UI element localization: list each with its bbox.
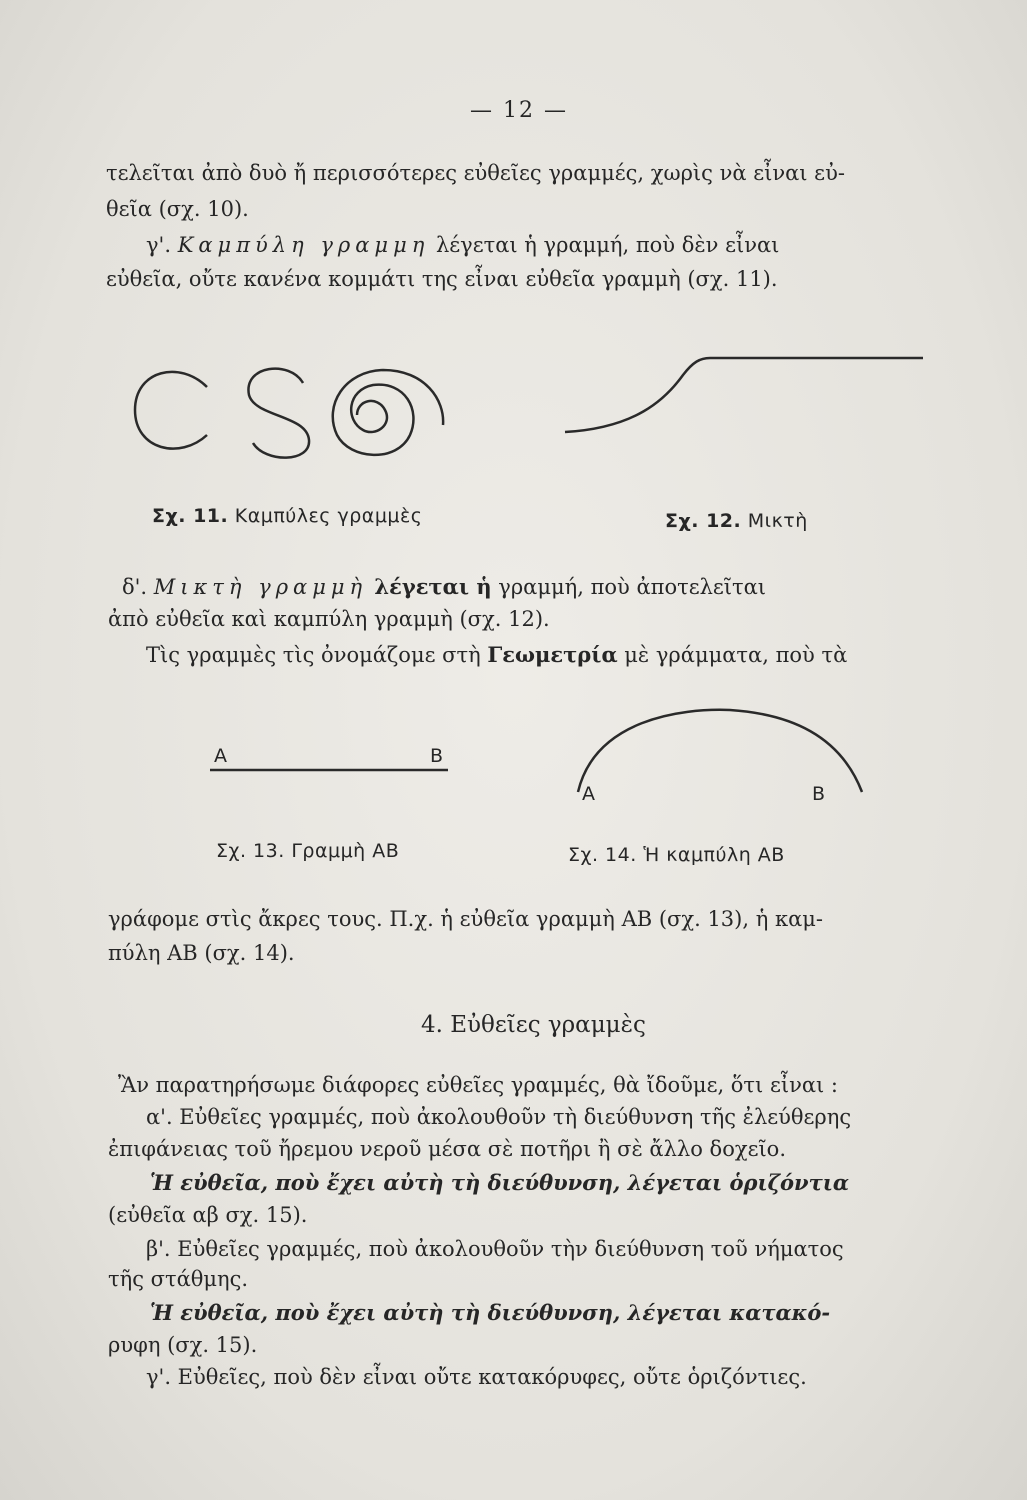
paragraph-line: Τὶς γραμμὲς τὶς ὀνομάζομε στὴ Γεωμετρία μὲ γράμματα, ποὺ τὰ	[146, 642, 848, 667]
paragraph-line: πύλη ΑΒ (σχ. 14).	[108, 941, 295, 965]
fig13-straight-line	[210, 768, 450, 774]
section-line: ρυφη (σχ. 15).	[108, 1333, 258, 1357]
fig12-curve-part	[565, 358, 710, 432]
term-mixed-line: Μικτὴ γραμμὴ	[153, 575, 368, 599]
paragraph-line	[122, 574, 766, 600]
fig11-curves-drawing	[125, 355, 455, 470]
definition-horizontal: Ἡ εὐθεῖα, ποὺ ἔχει αὐτὴ τὴ διεύθυνση, λέγεται ὁριζόντια	[150, 1170, 850, 1195]
fig13-label-b: B	[430, 745, 444, 767]
paragraph-line: ἀπὸ εὐθεῖα καὶ καμπύλη γραμμὴ (σχ. 12).	[108, 607, 550, 631]
paragraph-text: γραμμή, ποὺ ἀποτελεῖται	[491, 575, 767, 599]
fig11-caption: Σχ. 11. Καμπύλες γραμμὲς	[152, 505, 423, 527]
fig11-c-curve	[135, 372, 207, 449]
paragraph-text: λέγεται ἡ γραμμή, ποὺ δὲν εἶναι	[429, 233, 780, 257]
paragraph-line: εὐθεῖα, οὔτε κανένα κομμάτι της εἶναι εὐθεῖα γραμμὴ (σχ. 11).	[106, 267, 778, 291]
page-number: — 12 —	[470, 98, 568, 123]
paragraph-verb: λέγεται ἡ	[367, 574, 492, 599]
section-line: γ'. Εὐθεῖες, ποὺ δὲν εἶναι οὔτε κατακόρυφες, οὔτε ὁριζόντιες.	[146, 1365, 807, 1389]
fig13-label-a: A	[214, 745, 227, 767]
definition-vertical: Ἡ εὐθεῖα, ποὺ ἔχει αὐτὴ τὴ διεύθυνση, λέγεται κατακό-	[150, 1300, 831, 1325]
paragraph-line	[146, 232, 779, 258]
fig12-caption: Σχ. 12. Μικτὴ	[665, 510, 808, 532]
section-line: (εὐθεῖα αβ σχ. 15).	[108, 1203, 308, 1227]
section-line: ἐπιφάνειας τοῦ ἤρεμου νεροῦ μέσα σὲ ποτῆρι ἢ σὲ ἄλλο δοχεῖο.	[108, 1137, 786, 1161]
section-line: Ἂν παρατηρήσωμε διάφορες εὐθεῖες γραμμές, θὰ ἴδοῦμε, ὅτι εἶναι :	[118, 1073, 839, 1097]
section-line: β'. Εὐθεῖες γραμμές, ποὺ ἀκολουθοῦν τὴν διεύθυνση τοῦ νήματος	[146, 1237, 844, 1261]
section-line: τῆς στάθμης.	[108, 1267, 249, 1291]
fig14-label-a: A	[582, 783, 595, 805]
section-heading: 4. Εὐθεῖες γραμμὲς	[421, 1012, 646, 1038]
paragraph-line: τελεῖται ἀπὸ δυὸ ἤ περισσότερες εὐθεῖες γραμμές, χωρὶς νὰ εἶναι εὐ-	[106, 161, 845, 185]
fig12-mixed-line	[565, 350, 925, 440]
item-prefix: δ'.	[122, 575, 154, 599]
section-line: α'. Εὐθεῖες γραμμές, ποὺ ἀκολουθοῦν τὴ διεύθυνση τῆς ἐλεύθερης	[146, 1105, 852, 1129]
fig11-s-curve	[248, 369, 309, 458]
fig13-caption: Σχ. 13. Γραμμὴ ΑΒ	[216, 840, 400, 862]
fig14-label-b: B	[812, 783, 826, 805]
paragraph-line: θεῖα (σχ. 10).	[106, 197, 249, 221]
term-curved-line: Καμπύλη γραμμη	[177, 233, 430, 257]
fig14-caption: Σχ. 14. Ἡ καμπύλη ΑΒ	[568, 844, 785, 866]
fig11-spiral	[333, 370, 443, 455]
item-prefix: γ'.	[146, 233, 178, 257]
term-geometry: Γεωμετρία	[487, 642, 618, 667]
paragraph-line: γράφομε στὶς ἄκρες τους. Π.χ. ἡ εὐθεῖα γραμμὴ ΑΒ (σχ. 13), ἡ καμ-	[108, 907, 824, 931]
